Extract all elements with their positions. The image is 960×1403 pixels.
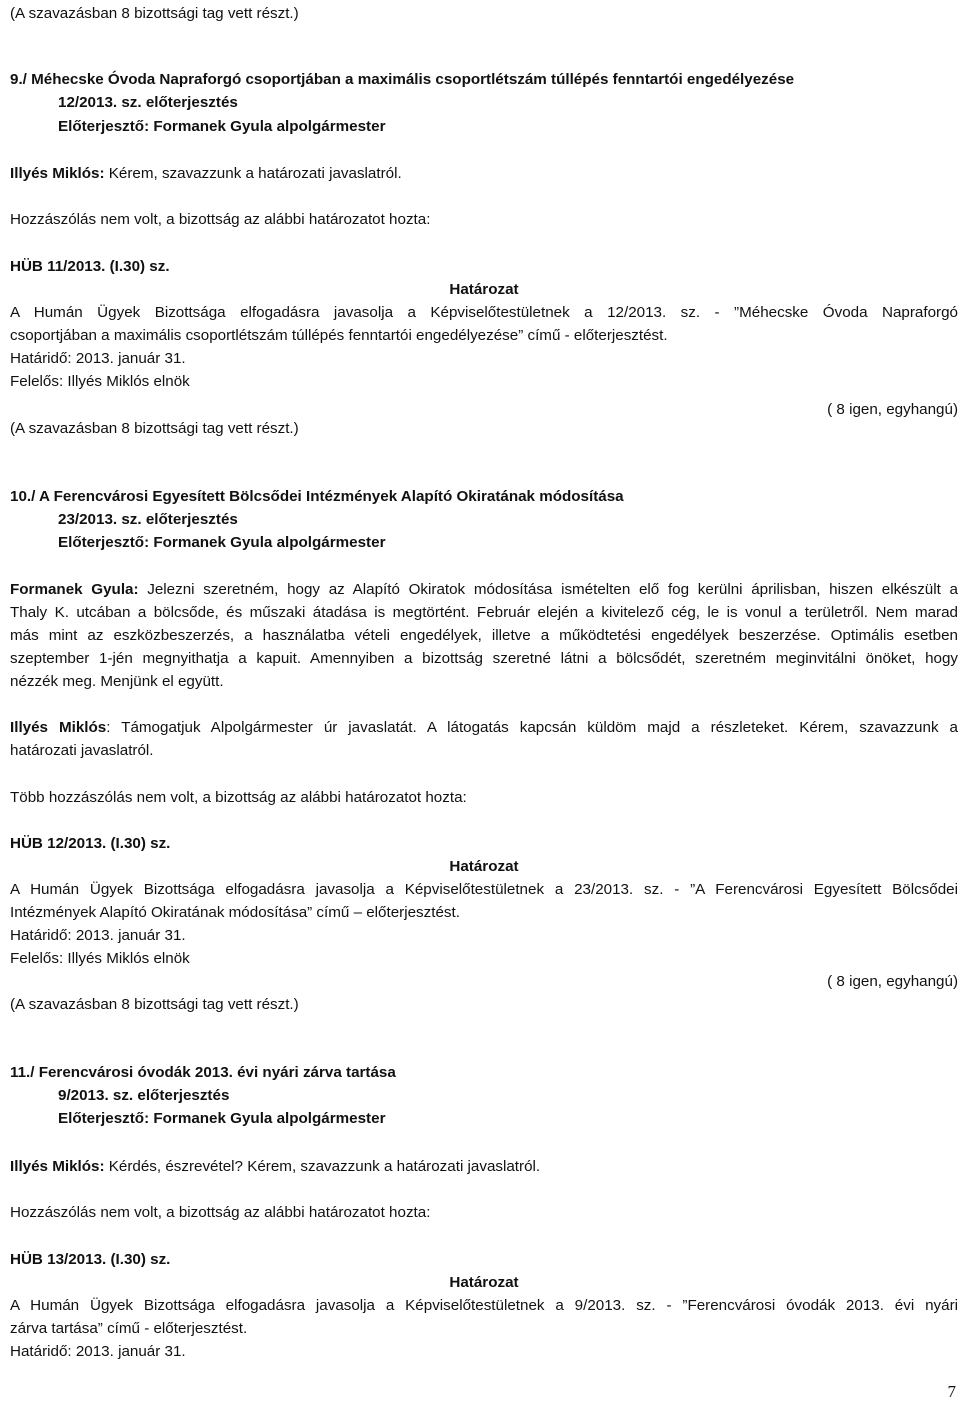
text-run: Felelős: Illyés Miklós elnök — [10, 950, 190, 967]
text-run: (A szavazásban 8 bizottsági tag vett részt.) — [10, 5, 299, 22]
text-line — [10, 1248, 170, 1271]
bold-text: HÜB 13/2013. (I.30) sz. — [10, 1251, 171, 1268]
text-line — [10, 208, 430, 231]
text-run: Hozzászólás nem volt, a bizottság az alábbi határozatot hozta: — [10, 1204, 431, 1221]
text-run: szeptember 1-jén megnyithatja a kapuit. Amennyiben a bizottság szeretné látni a bölcsődét, szeretném meginvitálni önöket, hogy — [10, 650, 958, 667]
text-run: A Humán Ügyek Bizottsága elfogadásra javasolja a Képviselőtestületnek a 23/2013. sz. - ”A Ferencvárosi Egyesített Bölcsődei — [10, 881, 958, 898]
text-run: Határidő: 2013. január 31. — [10, 1343, 186, 1360]
text-run: : Támogatjuk Alpolgármester úr javaslatát. A látogatás kapcsán küldöm majd a részleteket. Kérem, szavazzunk a — [106, 719, 958, 736]
text-line — [10, 1271, 958, 1294]
bold-text: Formanek Gyula: — [10, 581, 139, 598]
text-run: Felelős: Illyés Miklós elnök — [10, 373, 190, 390]
text-line — [10, 278, 958, 301]
bold-text: Előterjesztő: Formanek Gyula alpolgármester — [58, 1110, 386, 1127]
text-line — [58, 115, 385, 138]
text-line — [10, 601, 958, 624]
text-line — [10, 832, 170, 855]
text-line — [10, 370, 190, 393]
bold-text: Határozat — [449, 281, 519, 298]
text-line — [10, 901, 460, 924]
text-line — [10, 924, 186, 947]
text-run: (A szavazásban 8 bizottsági tag vett részt.) — [10, 996, 299, 1013]
text-line — [10, 324, 668, 347]
text-line — [10, 624, 958, 647]
text-line — [58, 1084, 229, 1107]
text-line — [10, 485, 624, 508]
text-line — [10, 1155, 540, 1178]
text-line — [10, 301, 958, 324]
text-run: Határidő: 2013. január 31. — [10, 350, 186, 367]
bold-text: HÜB 12/2013. (I.30) sz. — [10, 835, 171, 852]
text-line — [58, 91, 238, 114]
text-run: határozati javaslatról. — [10, 742, 154, 759]
text-line — [10, 786, 467, 809]
text-run: ( 8 igen, egyhangú) — [827, 973, 958, 990]
text-run: Jelezni szeretném, hogy az Alapító Okiratok módosítása ismételten elő fog kerülni áprilisban, hiszen elkészült a — [138, 581, 958, 598]
text-line — [58, 1107, 385, 1130]
bold-text: Határozat — [449, 858, 519, 875]
bold-text: Illyés Miklós: — [10, 165, 105, 182]
bold-text: Illyés Miklós — [10, 719, 107, 736]
text-run: Kérdés, észrevétel? Kérem, szavazzunk a határozati javaslatról. — [104, 1158, 541, 1175]
text-line — [10, 1061, 396, 1084]
text-line — [827, 970, 958, 993]
bold-text: 12/2013. sz. előterjesztés — [58, 94, 238, 111]
text-run: zárva tartása” című - előterjesztést. — [10, 1320, 248, 1337]
bold-text: 9./ Méhecske Óvoda Napraforgó csoportjában a maximális csoportlétszám túllépés fenntartói engedélyezése — [10, 71, 795, 88]
bold-text: Előterjesztő: Formanek Gyula alpolgármester — [58, 534, 386, 551]
text-line — [10, 1317, 247, 1340]
text-line — [10, 255, 170, 278]
text-line — [10, 347, 186, 370]
text-run: más mint az eszközbeszerzés, a használatba vételi engedélyek, illetve a működtetési engedélyek beszerzése. Optimális esetben — [10, 627, 958, 644]
text-line — [10, 716, 958, 739]
text-line — [10, 1340, 186, 1363]
text-line — [58, 531, 385, 554]
text-run: csoportjában a maximális csoportlétszám túllépés fenntartói engedélyezése” című - előterjesztést. — [10, 327, 668, 344]
text-line — [10, 670, 224, 693]
text-run: Kérem, szavazzunk a határozati javaslatról. — [104, 165, 402, 182]
text-line — [10, 162, 402, 185]
text-run: A Humán Ügyek Bizottsága elfogadásra javasolja a Képviselőtestületnek a 12/2013. sz. - ”Méhecske Óvoda Napraforgó — [10, 304, 958, 321]
bold-text: Illyés Miklós: — [10, 1158, 105, 1175]
text-line — [10, 855, 958, 878]
text-run: A Humán Ügyek Bizottsága elfogadásra javasolja a Képviselőtestületnek a 9/2013. sz. - ”Ferencvárosi óvodák 2013. évi nyári — [10, 1297, 958, 1314]
text-line — [10, 878, 958, 901]
text-line — [10, 2, 299, 25]
text-line — [10, 1294, 958, 1317]
text-run: (A szavazásban 8 bizottsági tag vett részt.) — [10, 420, 299, 437]
bold-text: 9/2013. sz. előterjesztés — [58, 1087, 230, 1104]
text-line — [10, 1201, 430, 1224]
bold-text: Előterjesztő: Formanek Gyula alpolgármester — [58, 118, 386, 135]
text-line — [827, 398, 958, 421]
text-line — [10, 739, 154, 762]
text-run: Több hozzászólás nem volt, a bizottság az alábbi határozatot hozta: — [10, 789, 467, 806]
text-line — [58, 508, 238, 531]
text-run: Intézmények Alapító Okiratának módosítása” című – előterjesztést. — [10, 904, 460, 921]
text-run: ( 8 igen, egyhangú) — [827, 401, 958, 418]
bold-text: HÜB 11/2013. (I.30) sz. — [10, 258, 170, 275]
text-line — [10, 993, 299, 1016]
text-run: Határidő: 2013. január 31. — [10, 927, 186, 944]
text-run: Thaly K. utcában a bölcsőde, és műszaki átadása is megtörtént. Február elején a kivitelező cég, le is vonul a területről. Nem marad — [10, 604, 958, 621]
text-line — [10, 947, 190, 970]
bold-text: Határozat — [449, 1274, 519, 1291]
text-run: Hozzászólás nem volt, a bizottság az alábbi határozatot hozta: — [10, 211, 431, 228]
bold-text: 11./ Ferencvárosi óvodák 2013. évi nyári zárva tartása — [10, 1064, 396, 1081]
bold-text: 10./ A Ferencvárosi Egyesített Bölcsődei Intézmények Alapító Okiratának módosítása — [10, 488, 624, 505]
text-line — [10, 578, 958, 601]
text-line — [10, 647, 958, 670]
page-number: 7 — [947, 1382, 956, 1401]
text-line — [10, 417, 299, 440]
text-run: nézzék meg. Menjünk el együtt. — [10, 673, 224, 690]
text-line — [10, 68, 794, 91]
bold-text: 23/2013. sz. előterjesztés — [58, 511, 238, 528]
